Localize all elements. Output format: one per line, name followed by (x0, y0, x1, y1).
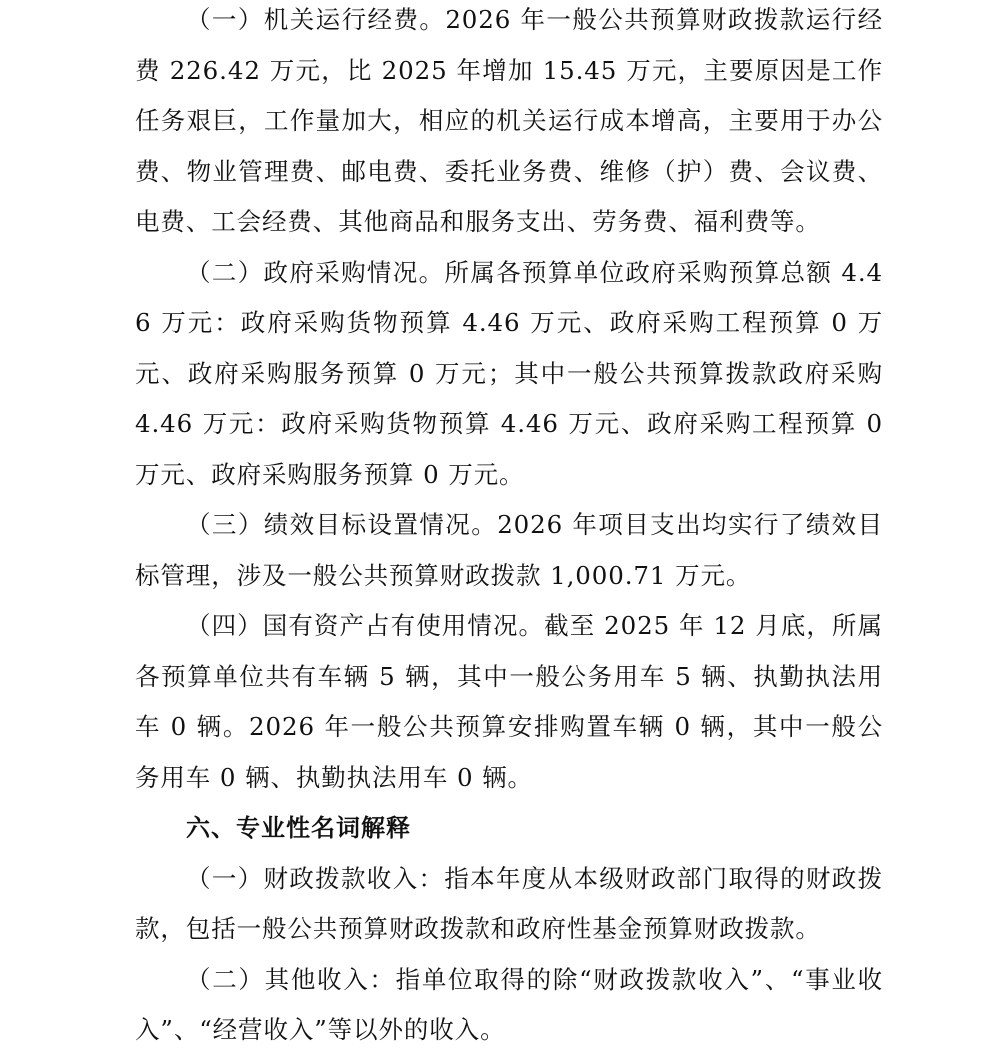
definition-other-income (135, 955, 883, 1056)
definition-body: 指本年度从本级财政部门取得的财政拨款，包括一般公共预算财政拨款和政府性基金预算财政拨款。 (135, 863, 883, 943)
definition-term: （二）其他收入： (186, 964, 396, 994)
paragraph-body: 2026 年一般公共预算财政拨款运行经费 226.42 万元，比 2025 年增加 15.45 万元，主要原因是工作任务艰巨，工作量加大，相应的机关运行成本增高，主要用于办公费、物业管理费、邮电费、委托业务费、维修（护）费、会议费、电费、工会经费、其他商品和服务支出、劳务费、福利费等。 (135, 5, 883, 236)
paragraph-body: 所属各预算单位政府采购预算总额 4.46 万元：政府采购货物预算 4.46 万元、政府采购工程预算 0 万元、政府采购服务预算 0 万元；其中一般公共预算拨款政府采购 4.46 万元：政府采购货物预算 4.46 万元、政府采购工程预算 0 万元、政府采购服务预算 0 万元。 (135, 257, 883, 489)
paragraph-lead: （三）绩效目标设置情况。 (186, 510, 498, 539)
document-page (135, 0, 883, 1056)
definition-fiscal-appropriation-income (135, 854, 883, 955)
paragraph-operating-expenses (135, 0, 883, 248)
paragraph-lead: （一）机关运行经费。 (186, 5, 446, 34)
paragraph-government-procurement (135, 248, 883, 501)
paragraph-lead: （四）国有资产占有使用情况。 (186, 611, 545, 640)
paragraph-state-assets (135, 601, 883, 803)
definition-term: （一）财政拨款收入： (186, 863, 445, 893)
paragraph-performance-targets (135, 500, 883, 601)
paragraph-lead: （二）政府采购情况。 (186, 257, 445, 287)
definition-body: 指单位取得的除“财政拨款收入”、“事业收入”、“经营收入”等以外的收入。 (135, 964, 883, 1044)
paragraph-body: 2026 年项目支出均实行了绩效目标管理，涉及一般公共预算财政拨款 1,000.71 万元。 (135, 510, 883, 590)
section-heading: 六、专业性名词解释 (186, 814, 411, 842)
paragraph-body: 截至 2025 年 12 月底，所属各预算单位共有车辆 5 辆，其中一般公务用车 5 辆、执勤执法用车 0 辆。2026 年一般公共预算安排购置车辆 0 辆，其中一般公务用车 0 辆、执勤执法用车 0 辆。 (135, 611, 883, 792)
